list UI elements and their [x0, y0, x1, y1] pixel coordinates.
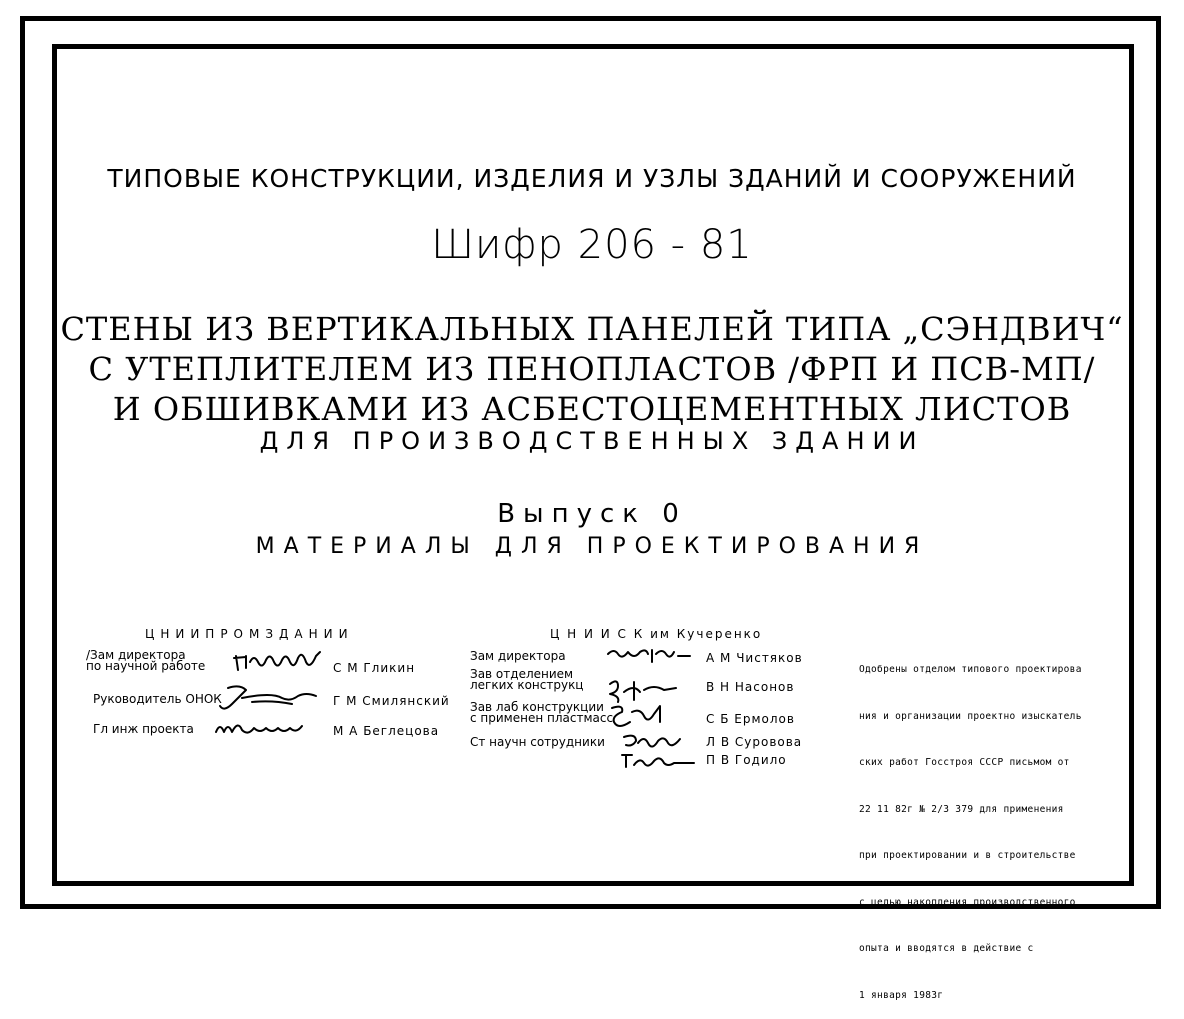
document-code: Шифр 206 - 81 [431, 222, 753, 268]
signature-begletsova [212, 716, 307, 740]
middle-role-4: Ст научн сотрудники [470, 735, 605, 749]
approval-line: с целью накопления производственного [859, 896, 1076, 908]
title-line-2: С УТЕПЛИТЕЛЕМ ИЗ ПЕНОПЛАСТОВ /ФРП И ПСВ-МП/ [88, 350, 1096, 388]
left-role-2: Руководитель ОНОК [93, 692, 222, 706]
middle-role-2: Зав отделением легких конструкц [470, 667, 584, 692]
signature-nasonov [604, 676, 684, 704]
left-name-3: М А Беглецова [333, 724, 440, 738]
approval-line: 22 11 82г № 2/3 379 для применения [859, 803, 1064, 815]
title-line-3: И ОБШИВКАМИ ИЗ АСБЕСТОЦЕМЕНТНЫХ ЛИСТОВ [112, 390, 1072, 428]
middle-name-4: Л В Суровова [706, 735, 803, 749]
approval-line: ских работ Госстроя СССР письмом от [859, 757, 1070, 768]
approval-line: 1 января 1983г [859, 989, 944, 1001]
issue-label: Выпуск 0 [497, 499, 687, 529]
middle-role-3: Зав лаб конструкции с применен пластмасс [470, 700, 614, 725]
title-line-4: ДЛЯ ПРОИЗВОДСТВЕННЫХ ЗДАНИИ [259, 427, 925, 455]
left-role-3: Гл инж проекта [93, 722, 194, 736]
signature-chistyakov [604, 644, 694, 668]
middle-name-1: А М Чистяков [706, 651, 803, 665]
series-title: ТИПОВЫЕ КОНСТРУКЦИИ, ИЗДЕЛИЯ И УЗЛЫ ЗДАНИЙ И СООРУЖЕНИЙ [107, 164, 1077, 193]
middle-name-5: П В Годило [706, 753, 787, 767]
approval-note [859, 631, 1082, 1019]
approval-line: ния и организации проектно изыскатель [859, 710, 1082, 722]
left-org: ЦНИИПРОМЗДАНИИ [145, 627, 354, 641]
signature-ermolov [604, 702, 674, 732]
title-line-1: СТЕНЫ ИЗ ВЕРТИКАЛЬНЫХ ПАНЕЛЕЙ ТИПА „СЭНДВИЧ“ [60, 310, 1124, 348]
middle-role-1: Зам директора [470, 649, 566, 663]
middle-org: Ц Н И И С К им Кучеренко [550, 627, 763, 641]
middle-name-3: С Б Ермолов [706, 712, 795, 726]
issue-subtitle: МАТЕРИАЛЫ ДЛЯ ПРОЕКТИРОВАНИЯ [255, 534, 929, 559]
left-role-1: /Зам директора по научной работе [86, 648, 206, 673]
approval-line: опыта и вводятся в действие с [859, 943, 1034, 954]
signature-glikin [232, 648, 332, 676]
approval-line: Одобрены отделом типового проектирова [859, 664, 1082, 675]
left-name-2: Г М Смилянский [333, 694, 450, 708]
approval-line: при проектировании и в строительстве [859, 850, 1076, 861]
left-name-1: С М Гликин [333, 661, 416, 675]
signature-smilyansky [212, 682, 322, 714]
middle-name-2: В Н Насонов [706, 680, 795, 694]
signature-godilo [618, 751, 698, 771]
